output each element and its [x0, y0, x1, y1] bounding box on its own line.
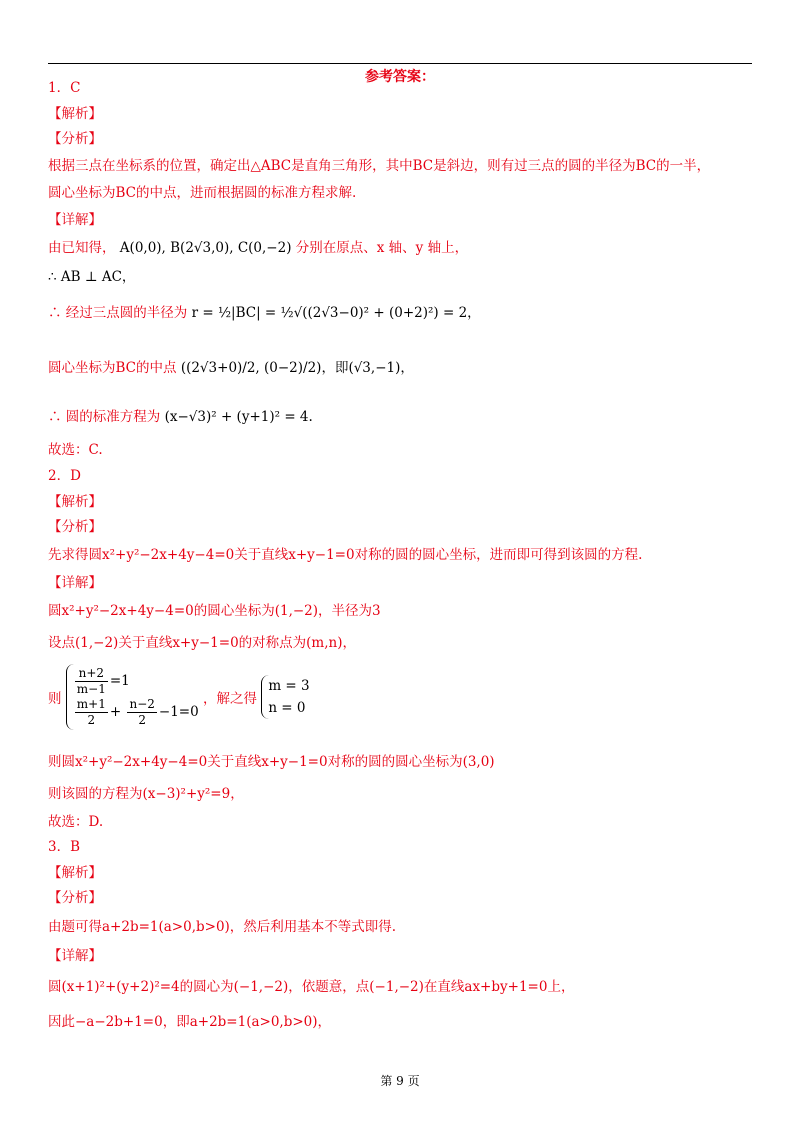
q2-analysis-line1: 先求得圆x²+y²−2x+4y−4=0关于直线x+y−1=0对称的圆的圆心坐标，进而即可得到该圆的方程.	[48, 547, 643, 563]
q2-solution-m: m = 3	[268, 678, 310, 694]
q1-step1-rest: 分别在原点、x 轴、y 轴上，	[295, 240, 469, 256]
q1-step5-text: ∴ 圆的标准方程为	[48, 409, 161, 425]
q3-analysis-line1: 由题可得a+2b=1(a>0,b>0)，然后利用基本不等式即得.	[48, 919, 397, 935]
q2-jiexi-tag: 【解析】	[48, 494, 102, 510]
q1-midpoint-formula: ((2√3+0)/2, (0−2)/2)，即(√3,−1)，	[180, 360, 414, 376]
q2-step5: 则该圆的方程为(x−3)²+y²=9，	[48, 786, 244, 802]
q2-equation-system	[66, 664, 199, 730]
q1-step1-text: 由已知得，	[48, 240, 116, 256]
q3-step1: 圆(x+1)²+(y+2)²=4的圆心为(−1,−2)，依题意，点(−1,−2)在直线ax+by+1=0上，	[48, 979, 575, 995]
page-footer: 第 9 页	[380, 1074, 420, 1088]
q1-analysis-line2: 圆心坐标为BC的中点，进而根据圆的标准方程求解.	[48, 185, 357, 201]
q2-eq2: $\frac{m+1}{2}$ + $\frac{n-2}{2}$ −1=0	[76, 697, 199, 727]
q1-step4	[48, 358, 414, 378]
q1-step1-points: A(0,0), B(2√3,0), C(0,−2)	[119, 240, 292, 256]
q1-number: 1．C	[48, 80, 81, 96]
q2-step3-label: 则	[48, 691, 62, 707]
q2-step2: 设点(1,−2)关于直线x+y−1=0的对称点为(m,n)，	[48, 635, 356, 651]
q1-analysis-line1: 根据三点在坐标系的位置，确定出△ABC是直角三角形，其中BC是斜边，则有过三点的圆的半径为BC的一半，	[48, 158, 711, 174]
q1-step4-text: 圆心坐标为BC的中点	[48, 360, 177, 376]
q2-answer: 故选：D.	[48, 814, 104, 830]
header-rule	[48, 63, 752, 64]
q1-radius-formula: r = ½|BC| = ½√((2√3−0)² + (0+2)²) = 2，	[191, 305, 481, 321]
q2-fenxi-tag: 【分析】	[48, 519, 102, 535]
q1-answer: 故选：C.	[48, 442, 103, 458]
q2-solution-system	[261, 675, 309, 719]
q2-eq1: $\frac{n+2}{m-1}$ =1	[76, 666, 130, 696]
q1-step2: ∴ AB ⊥ AC，	[48, 269, 136, 285]
q3-xiangjie-tag: 【详解】	[48, 948, 102, 964]
q1-circle-equation: (x−√3)² + (y+1)² = 4.	[164, 409, 313, 425]
q2-step4: 则圆x²+y²−2x+4y−4=0关于直线x+y−1=0对称的圆的圆心坐标为(3,0)	[48, 754, 495, 770]
q1-xiangjie-tag: 【详解】	[48, 212, 102, 228]
q2-step3-solve: ，解之得	[203, 691, 258, 707]
q1-jiexi-tag: 【解析】	[48, 106, 102, 122]
q2-eq2-fraction2: $\frac{n-2}{2}$	[129, 697, 155, 727]
answers-heading: 参考答案：	[365, 69, 435, 85]
q2-number: 2．D	[48, 468, 81, 484]
q1-step5	[48, 407, 313, 427]
q3-number: 3．B	[48, 839, 81, 855]
q1-step3-text: ∴ 经过三点圆的半径为	[48, 305, 188, 321]
q1-step3	[48, 303, 481, 323]
q3-fenxi-tag: 【分析】	[48, 890, 102, 906]
q2-eq1-fraction: $\frac{n+2}{m-1}$	[76, 666, 106, 696]
q2-xiangjie-tag: 【详解】	[48, 575, 102, 591]
q1-fenxi-tag: 【分析】	[48, 131, 102, 147]
q3-step2: 因此−a−2b+1=0，即a+2b=1(a>0,b>0)，	[48, 1014, 332, 1030]
q2-solution-n: n = 0	[268, 700, 306, 716]
q3-jiexi-tag: 【解析】	[48, 865, 102, 881]
q2-step3	[48, 664, 310, 730]
q2-step1: 圆x²+y²−2x+4y−4=0的圆心坐标为(1,−2)，半径为3	[48, 603, 381, 619]
q2-eq2-fraction1: $\frac{m+1}{2}$	[76, 697, 106, 727]
q1-step1	[48, 238, 468, 258]
